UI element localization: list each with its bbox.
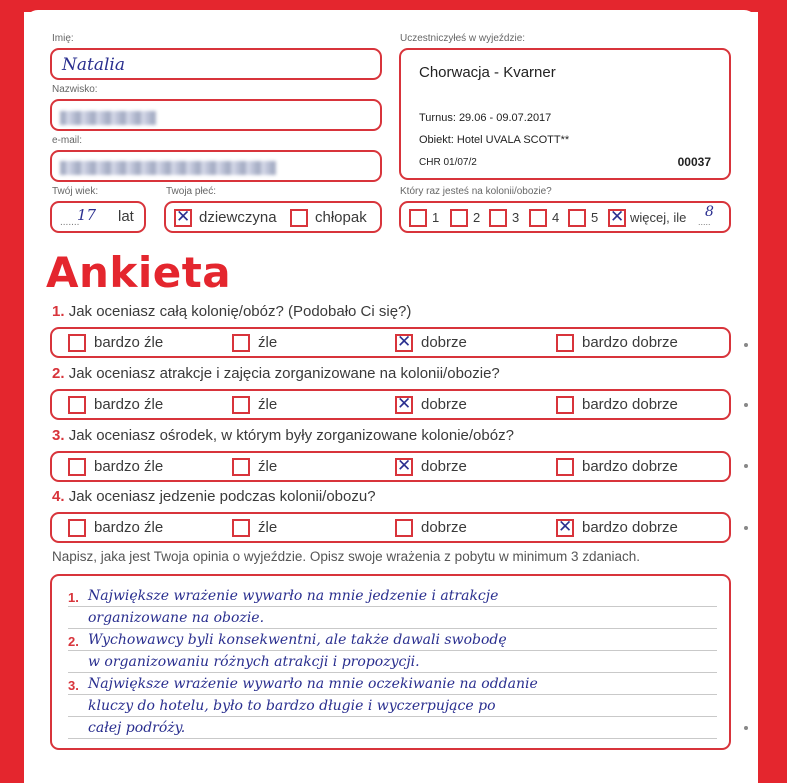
- rating-checkbox[interactable]: [68, 519, 86, 537]
- gender-option-boy: chłopak: [315, 209, 367, 226]
- rating-checkbox[interactable]: [68, 458, 86, 476]
- times-field: [399, 201, 731, 233]
- times-more-value: 8: [705, 204, 714, 220]
- opinion-line-text: kluczy do hotelu, było to bardzo długie i wyczerpujące po: [88, 698, 496, 714]
- opinion-line-number: 2.: [68, 634, 79, 649]
- rating-checkbox[interactable]: [232, 334, 250, 352]
- gender-field: [164, 201, 382, 233]
- rating-checkbox[interactable]: [556, 519, 574, 537]
- opinion-prompt: Napisz, jaka jest Twoja opinia o wyjeździe. Opisz swoje wrażenia z pobytu w minimum 3 zdaniach.: [52, 549, 641, 564]
- question-1-options: [50, 327, 731, 358]
- writing-line: [68, 628, 717, 629]
- question-3-text: [52, 427, 514, 444]
- question-3-options: [50, 451, 731, 482]
- rating-checkbox[interactable]: [395, 334, 413, 352]
- opinion-line-text: Największe wrażenie wywarło na mnie oczekiwanie na oddanie: [88, 676, 538, 692]
- rating-option-label: bardzo źle: [94, 519, 164, 536]
- question-4-options: [50, 512, 731, 543]
- survey-title: Ankieta: [46, 248, 232, 297]
- rating-checkbox[interactable]: [556, 334, 574, 352]
- rating-option-label: bardzo dobrze: [582, 458, 678, 475]
- writing-line: [68, 694, 717, 695]
- rating-option-label: dobrze: [421, 458, 467, 475]
- age-dots: .......: [60, 217, 80, 228]
- name-label: Imię:: [52, 33, 74, 44]
- rating-option-label: dobrze: [421, 519, 467, 536]
- times-checkbox-4[interactable]: [529, 209, 547, 227]
- trip-number: 00037: [677, 155, 711, 169]
- writing-line: [68, 738, 717, 739]
- opinion-line-text: Największe wrażenie wywarło na mnie jedzenie i atrakcje: [88, 588, 499, 604]
- writing-line: [68, 606, 717, 607]
- opinion-box[interactable]: [50, 574, 731, 750]
- times-checkbox-3[interactable]: [489, 209, 507, 227]
- rating-checkbox[interactable]: [556, 396, 574, 414]
- question-label: Jak oceniasz ośrodek, w którym były zorganizowane kolonie/obóz?: [68, 427, 514, 444]
- email-redacted: [60, 161, 276, 175]
- surname-field[interactable]: [50, 99, 382, 131]
- gender-label: Twoja płeć:: [166, 186, 217, 197]
- times-more-dots: .....: [698, 217, 711, 227]
- opinion-line-text: organizowane na obozie.: [88, 610, 265, 626]
- crop-mark: [744, 726, 748, 730]
- trip-code: CHR 01/07/2: [419, 157, 477, 168]
- opinion-line-text: całej podróży.: [88, 720, 186, 736]
- rating-option-label: bardzo dobrze: [582, 519, 678, 536]
- question-number: 1.: [52, 303, 65, 320]
- rating-option-label: dobrze: [421, 334, 467, 351]
- question-number: 3.: [52, 427, 65, 444]
- opinion-line-text: w organizowaniu różnych atrakcji i propozycji.: [88, 654, 420, 670]
- question-label: Jak oceniasz jedzenie podczas kolonii/obozu?: [68, 488, 376, 505]
- times-option-more: więcej, ile: [630, 210, 687, 225]
- times-checkbox-more[interactable]: [608, 209, 626, 227]
- age-unit: lat: [118, 208, 134, 225]
- rating-checkbox[interactable]: [68, 396, 86, 414]
- rating-option-label: źle: [258, 396, 278, 413]
- name-field[interactable]: [50, 48, 382, 80]
- times-option-2: 2: [473, 210, 481, 225]
- rating-checkbox[interactable]: [232, 458, 250, 476]
- rating-checkbox[interactable]: [232, 519, 250, 537]
- rating-checkbox[interactable]: [68, 334, 86, 352]
- times-label: Który raz jesteś na kolonii/obozie?: [400, 186, 552, 197]
- rating-option-label: dobrze: [421, 396, 467, 413]
- gender-option-girl: dziewczyna: [199, 209, 277, 226]
- rating-option-label: bardzo dobrze: [582, 396, 678, 413]
- times-checkbox-1[interactable]: [409, 209, 427, 227]
- red-frame-left: [0, 0, 24, 783]
- question-1-text: [52, 303, 411, 320]
- rating-option-label: źle: [258, 458, 278, 475]
- age-label: Twój wiek:: [52, 186, 99, 197]
- rating-checkbox[interactable]: [395, 458, 413, 476]
- question-2-text: [52, 365, 500, 382]
- times-option-4: 4: [552, 210, 560, 225]
- email-field[interactable]: [50, 150, 382, 182]
- red-frame-right: [758, 0, 787, 783]
- rating-checkbox[interactable]: [556, 458, 574, 476]
- writing-line: [68, 672, 717, 673]
- writing-line: [68, 650, 717, 651]
- times-option-3: 3: [512, 210, 520, 225]
- question-number: 2.: [52, 365, 65, 382]
- question-4-text: [52, 488, 376, 505]
- rating-option-label: bardzo źle: [94, 334, 164, 351]
- age-field[interactable]: [50, 201, 146, 233]
- opinion-line-text: Wychowawcy byli konsekwentni, ale także dawali swobodę: [88, 632, 507, 648]
- crop-mark: [744, 464, 748, 468]
- trip-turnus: Turnus: 29.06 - 09.07.2017: [419, 112, 552, 124]
- check-mark-icon: ✕: [610, 207, 625, 226]
- rating-option-label: źle: [258, 334, 278, 351]
- times-checkbox-5[interactable]: [568, 209, 586, 227]
- opinion-line-number: 1.: [68, 590, 79, 605]
- name-value: Natalia: [62, 55, 125, 75]
- crop-mark: [744, 526, 748, 530]
- writing-line: [68, 716, 717, 717]
- gender-checkbox-girl[interactable]: [174, 209, 192, 227]
- rating-option-label: źle: [258, 519, 278, 536]
- check-mark-icon: ✕: [397, 456, 412, 475]
- times-checkbox-2[interactable]: [450, 209, 468, 227]
- trip-destination: Chorwacja - Kvarner: [419, 64, 556, 81]
- check-mark-icon: ✕: [176, 207, 191, 226]
- question-number: 4.: [52, 488, 65, 505]
- times-option-1: 1: [432, 210, 440, 225]
- email-label: e-mail:: [52, 135, 83, 146]
- rating-checkbox[interactable]: [395, 519, 413, 537]
- rating-checkbox[interactable]: [395, 396, 413, 414]
- check-mark-icon: ✕: [397, 394, 412, 413]
- trip-info-box: [399, 48, 731, 180]
- question-label: Jak oceniasz atrakcje i zajęcia zorganizowane na kolonii/obozie?: [68, 365, 500, 382]
- age-value: 17: [77, 206, 97, 224]
- rating-checkbox[interactable]: [232, 396, 250, 414]
- rating-option-label: bardzo dobrze: [582, 334, 678, 351]
- crop-mark: [744, 343, 748, 347]
- surname-label: Nazwisko:: [52, 84, 98, 95]
- check-mark-icon: ✕: [397, 332, 412, 351]
- surname-redacted: [60, 111, 156, 125]
- check-mark-icon: ✕: [558, 517, 573, 536]
- rating-option-label: bardzo źle: [94, 396, 164, 413]
- crop-mark: [744, 403, 748, 407]
- opinion-line-number: 3.: [68, 678, 79, 693]
- times-option-5: 5: [591, 210, 599, 225]
- question-2-options: [50, 389, 731, 420]
- gender-checkbox-boy[interactable]: [290, 209, 308, 227]
- rating-option-label: bardzo źle: [94, 458, 164, 475]
- trip-obiekt: Obiekt: Hotel UVALA SCOTT**: [419, 134, 570, 146]
- question-label: Jak oceniasz całą kolonię/obóz? (Podobało Ci się?): [68, 303, 412, 320]
- trip-label: Uczestniczyłeś w wyjeździe:: [400, 33, 526, 44]
